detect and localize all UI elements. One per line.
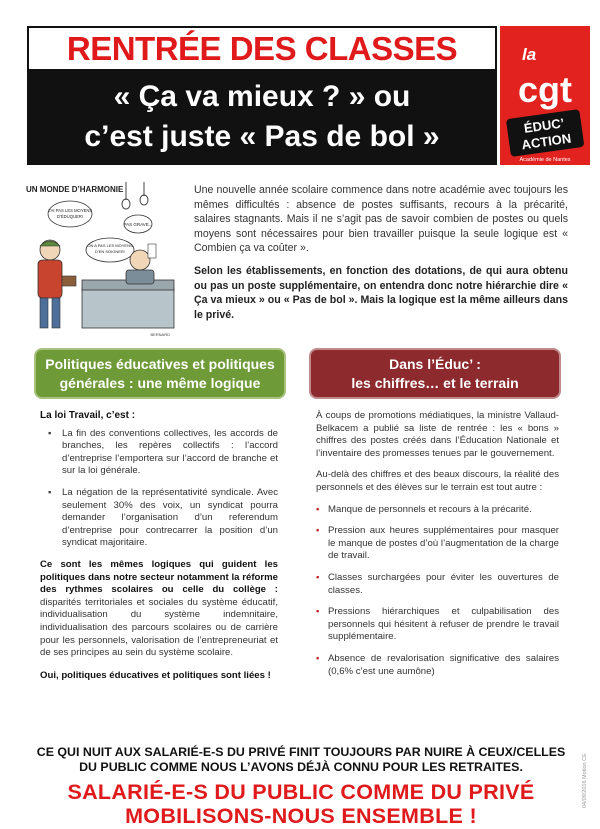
logo-educ: ÉDUC’ (523, 115, 566, 136)
cgt-educ-action-logo (500, 26, 590, 165)
list-item (316, 525, 559, 563)
section-heading-chiffres (309, 348, 561, 399)
list-item-text: La fin des conventions collectives, les accords de branches, les repères collectifs : l’accord d’entreprise l’emportera sur l’accord de branche et sur la loi générale. (62, 427, 278, 477)
footer-black-line-1: CE QUI NUIT AUX SALARIÉ-E-S DU PRIVÉ FINIT TOUJOURS PAR NUIRE À CEUX/CELLES (36, 745, 566, 759)
logo-la: la (522, 45, 537, 64)
list-item (40, 487, 278, 550)
cartoon-title: UN MONDE D’HARMONIE (26, 185, 124, 194)
logiques-paragraph (40, 559, 278, 660)
left-box-line-1: Politiques éducatives et politiques (45, 355, 275, 372)
svg-text:D'ÉDUQUER!: D'ÉDUQUER! (57, 214, 83, 219)
subtitle-line-2: c’est juste « Pas de bol » (84, 120, 440, 153)
subtitle-line-1: « Ça va mieux ? » ou (113, 80, 411, 113)
footer-slogan (18, 780, 584, 828)
logiques-rest: disparités territoriales et sociales du système éducatif, individualisation du système indemnitaire, individualisation des parcours scolaires ou de carrière pour les personnels, valorisation de l’entrepreneuriat et de ses principes au sein du système scolaire. (40, 596, 278, 659)
list-item-text: La négation de la représentativité syndicale. Avec seulement 30% des voix, un syndicat pourra demander l’organisation d’un referendum d’entreprise pour contrecarrer la position d’un syndicat majoritaire. (62, 486, 278, 549)
side-note: 04/09/2016 Motion CE (582, 753, 588, 808)
bullet-icon: • (316, 571, 320, 583)
intro-paragraph-1: Une nouvelle année scolaire commence dans notre académie avec toujours les mêmes difficultés : absence de postes suffisants, recours à la précarité, salaires stagnants. Mais il ne s’agit pas de savoir combien de postes ou quels moyens sont nécessaires pour bien travailler puisque la seule logique est « Combien ça va coûter ». (194, 184, 568, 255)
list-item-text: Pression aux heures supplémentaires pour masquer le manque de postes d’où l’augmentation de la charge de travail. (328, 525, 559, 562)
footer-red-line-2: MOBILISONS-NOUS ENSEMBLE ! (125, 804, 477, 828)
footer-red-line-1: SALARIÉ-E-S DU PUBLIC COMME DU PRIVÉ (67, 780, 535, 804)
bullet-icon: • (316, 503, 320, 515)
footer-black-line-2: DU PUBLIC COMME NOUS L’AVONS DÉJÀ CONNU POUR LES RETRAITES. (79, 760, 523, 774)
footer-statement (18, 745, 584, 775)
bullet-icon: • (316, 525, 320, 537)
list-item (316, 504, 559, 517)
left-column (40, 410, 278, 682)
left-box-line-2: générales : une même logique (59, 374, 261, 391)
loi-travail-heading: La loi Travail, c’est : (40, 410, 136, 421)
page-title: RENTRÉE DES CLASSES (27, 26, 497, 69)
section-heading-politiques (34, 348, 286, 399)
svg-text:ON A PAS LES MOYENS: ON A PAS LES MOYENS (87, 243, 133, 248)
list-item-text: Manque de personnels et recours à la précarité. (328, 503, 532, 515)
bullet-icon: • (316, 606, 320, 618)
logo-cgt: cgt (518, 69, 572, 110)
bullet-icon: ▪ (48, 427, 52, 439)
list-item (40, 428, 278, 478)
list-item (316, 572, 559, 597)
list-item (316, 606, 559, 644)
right-paragraph-2: Au-delà des chiffres et des beaux discours, la réalité des personnels et des élèves sur le terrain est tout autre : (316, 469, 559, 493)
list-item-text: Pressions hiérarchiques et culpabilisation des personnels qui hésitent à refuser de prendre le travail supplémentaire. (328, 606, 559, 643)
logiques-bold: Ce sont les mêmes logiques qui guident les politiques dans notre secteur notamment la réforme des rythmes scolaires ou celle du collège : (40, 558, 278, 596)
cartoon-bubble-2: PAS GRAVE... (123, 222, 153, 227)
list-item-text: Classes surchargées pour éviter les ouvertures de classes. (328, 571, 559, 596)
cartoon-signature: BERNARD (150, 332, 170, 337)
right-paragraph-1: À coups de promotions médiatiques, la ministre Vallaud-Belkacem a publié sa liste de rentrée : les « bons » chiffres des postes créés dans l’Éducation Nationale et l’inventaire des promesses tenues par le gouvernement. (316, 410, 559, 459)
terrain-list (316, 504, 559, 679)
cartoon-illustration (20, 180, 180, 340)
svg-text:D'EN SOIGNER!: D'EN SOIGNER! (95, 249, 125, 254)
logo-action: ACTION (520, 130, 573, 153)
svg-text:J'AI PAS LES MOYENS: J'AI PAS LES MOYENS (47, 208, 93, 213)
logo-academie: Académie de Nantes (519, 157, 571, 163)
right-column (316, 410, 559, 687)
intro-paragraph-2: Selon les établissements, en fonction des dotations, de qui aura obtenu ou pas un poste supplémentaire, on entendra donc notre hiérarchie dire « Ça va mieux » ou « Pas de bol ». Mais la logique est la même ailleurs dans le privé. (194, 264, 568, 321)
intro-text (194, 183, 568, 330)
bullet-icon: ▪ (48, 486, 52, 498)
loi-travail-list (40, 428, 278, 550)
right-box-line-1: Dans l’Éduc’ : (389, 355, 481, 372)
conclusion: Oui, politiques éducatives et politiques sont liées ! (40, 669, 271, 681)
subtitle-banner (27, 69, 497, 165)
list-item-text: Absence de revalorisation significative des salaires (0,6% c’est une aumône) (328, 652, 559, 677)
list-item (316, 653, 559, 678)
bullet-icon: • (316, 652, 320, 664)
right-box-line-2: les chiffres… et le terrain (351, 374, 519, 391)
